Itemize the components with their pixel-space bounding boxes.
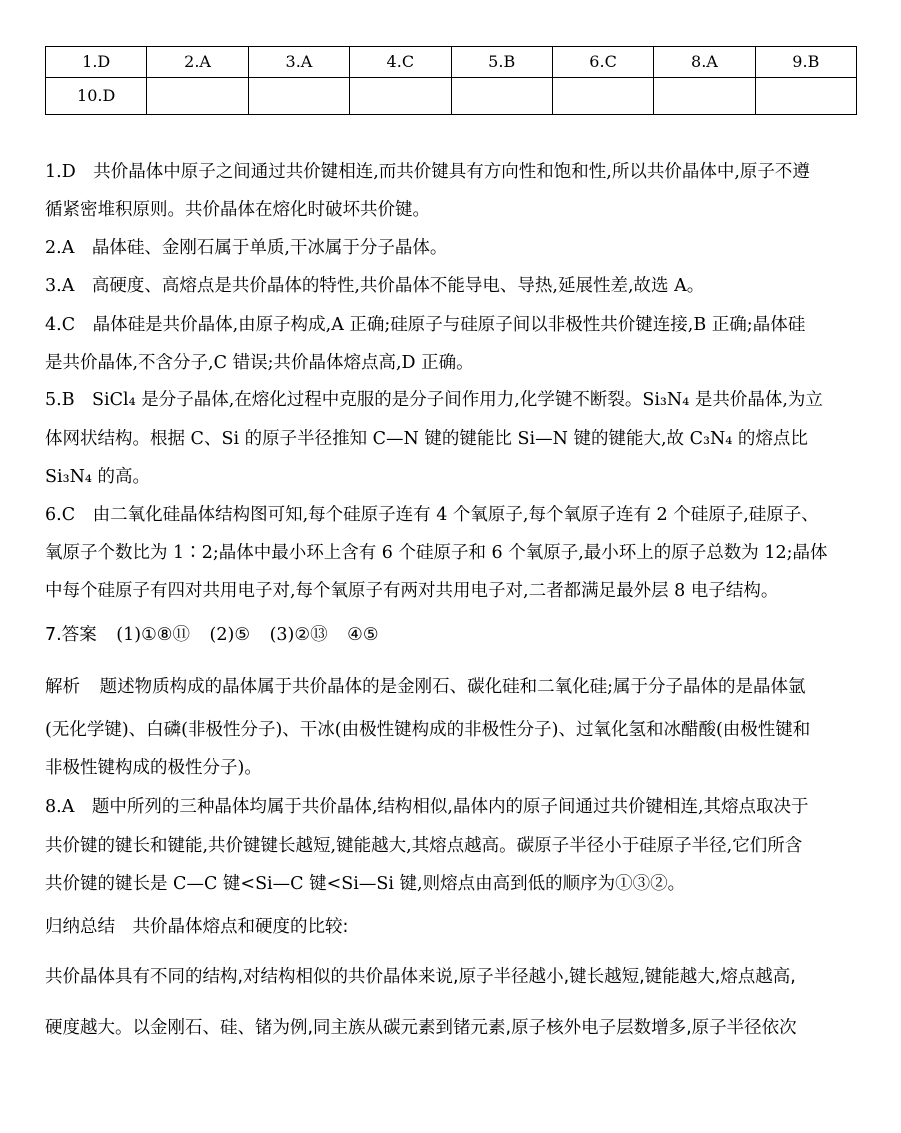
- q7-part-4: ④⑤: [347, 625, 379, 645]
- answer-cell: 8.A: [654, 47, 755, 78]
- q1-explanation-line-1: 1.D 共价晶体中原子之间通过共价键相连,而共价键具有方向性和饱和性,所以共价晶体中,原子不遵: [45, 162, 810, 182]
- q8-explanation-line-3: 共价键的键长是 C—C 键<Si—C 键<Si—Si 键,则熔点由高到低的顺序为①③②。: [45, 874, 686, 894]
- q5-explanation-line-1: 5.B SiCl₄ 是分子晶体,在熔化过程中克服的是分子间作用力,化学键不断裂。Si₃N₄ 是共价晶体,为立: [45, 390, 823, 410]
- summary-line-2: 硬度越大。以金刚石、硅、锗为例,同主族从碳元素到锗元素,原子核外电子层数增多,原子半径依次: [45, 1018, 797, 1038]
- answer-cell: 5.B: [451, 47, 552, 78]
- analysis-line-2: (无化学键)、白磷(非极性分子)、干冰(由极性键构成的非极性分子)、过氧化氢和冰醋酸(由极性键和: [45, 720, 811, 740]
- answer-cell: [755, 78, 856, 115]
- q6-explanation-line-3: 中每个硅原子有四对共用电子对,每个氧原子有两对共用电子对,二者都满足最外层 8 电子结构。: [45, 581, 779, 601]
- analysis-text: 题述物质构成的晶体属于共价晶体的是金刚石、碳化硅和二氧化硅;属于分子晶体的是晶体氩: [99, 677, 806, 697]
- answer-cell: 3.A: [248, 47, 349, 78]
- answer-cell: 4.C: [350, 47, 451, 78]
- summary-line-1: 共价晶体具有不同的结构,对结构相似的共价晶体来说,原子半径越小,键长越短,键能越大,熔点越高,: [45, 967, 796, 987]
- answer-table: [45, 46, 857, 115]
- answer-row-2: [46, 78, 857, 115]
- q8-explanation-line-2: 共价键的键长和键能,共价键键长越短,键能越大,其熔点越高。碳原子半径小于硅原子半径,它们所含: [45, 836, 803, 856]
- q4-explanation-line-2: 是共价晶体,不含分子,C 错误;共价晶体熔点高,D 正确。: [45, 353, 474, 373]
- answer-cell: [654, 78, 755, 115]
- q7-part-2: (2)⑤: [209, 625, 251, 645]
- q5-explanation-line-3: Si₃N₄ 的高。: [45, 467, 150, 487]
- answer-cell: [552, 78, 653, 115]
- answer-cell: 10.D: [46, 78, 147, 115]
- answer-cell: 1.D: [46, 47, 147, 78]
- q7-part-1: (1)①⑧⑪: [116, 625, 190, 645]
- answer-cell: 2.A: [147, 47, 248, 78]
- answer-cell: [451, 78, 552, 115]
- q6-explanation-line-1: 6.C 由二氧化硅晶体结构图可知,每个硅原子连有 4 个氧原子,每个氧原子连有 2 个硅原子,硅原子、: [45, 505, 819, 525]
- answer-row-1: [46, 47, 857, 78]
- q7-part-3: (3)②⑬: [269, 625, 328, 645]
- q3-explanation: 3.A 高硬度、高熔点是共价晶体的特性,共价晶体不能导电、导热,延展性差,故选 A。: [45, 276, 705, 296]
- q7-label: 7.答案: [45, 625, 97, 645]
- q4-explanation-line-1: 4.C 晶体硅是共价晶体,由原子构成,A 正确;硅原子与硅原子间以非极性共价键连接,B 正确;晶体硅: [45, 315, 806, 335]
- q7-answer: [45, 624, 379, 646]
- answer-cell: [248, 78, 349, 115]
- answer-cell: [350, 78, 451, 115]
- answer-cell: [147, 78, 248, 115]
- analysis-line-3: 非极性键构成的极性分子)。: [45, 758, 262, 778]
- q8-explanation-line-1: 8.A 题中所列的三种晶体均属于共价晶体,结构相似,晶体内的原子间通过共价键相连,其熔点取决于: [45, 797, 809, 817]
- q5-explanation-line-2: 体网状结构。根据 C、Si 的原子半径推知 C—N 键的键能比 Si—N 键的键能大,故 C₃N₄ 的熔点比: [45, 429, 808, 449]
- q1-explanation-line-2: 循紧密堆积原则。共价晶体在熔化时破坏共价键。: [45, 200, 430, 220]
- answer-cell: 6.C: [552, 47, 653, 78]
- analysis-line-1: [45, 676, 805, 698]
- analysis-label: 解析: [45, 677, 80, 697]
- answer-cell: 9.B: [755, 47, 856, 78]
- q6-explanation-line-2: 氧原子个数比为 1∶2;晶体中最小环上含有 6 个硅原子和 6 个氧原子,最小环上的原子总数为 12;晶体: [45, 543, 828, 563]
- q2-explanation: 2.A 晶体硅、金刚石属于单质,干冰属于分子晶体。: [45, 238, 448, 258]
- summary-heading: 归纳总结 共价晶体熔点和硬度的比较:: [45, 917, 349, 937]
